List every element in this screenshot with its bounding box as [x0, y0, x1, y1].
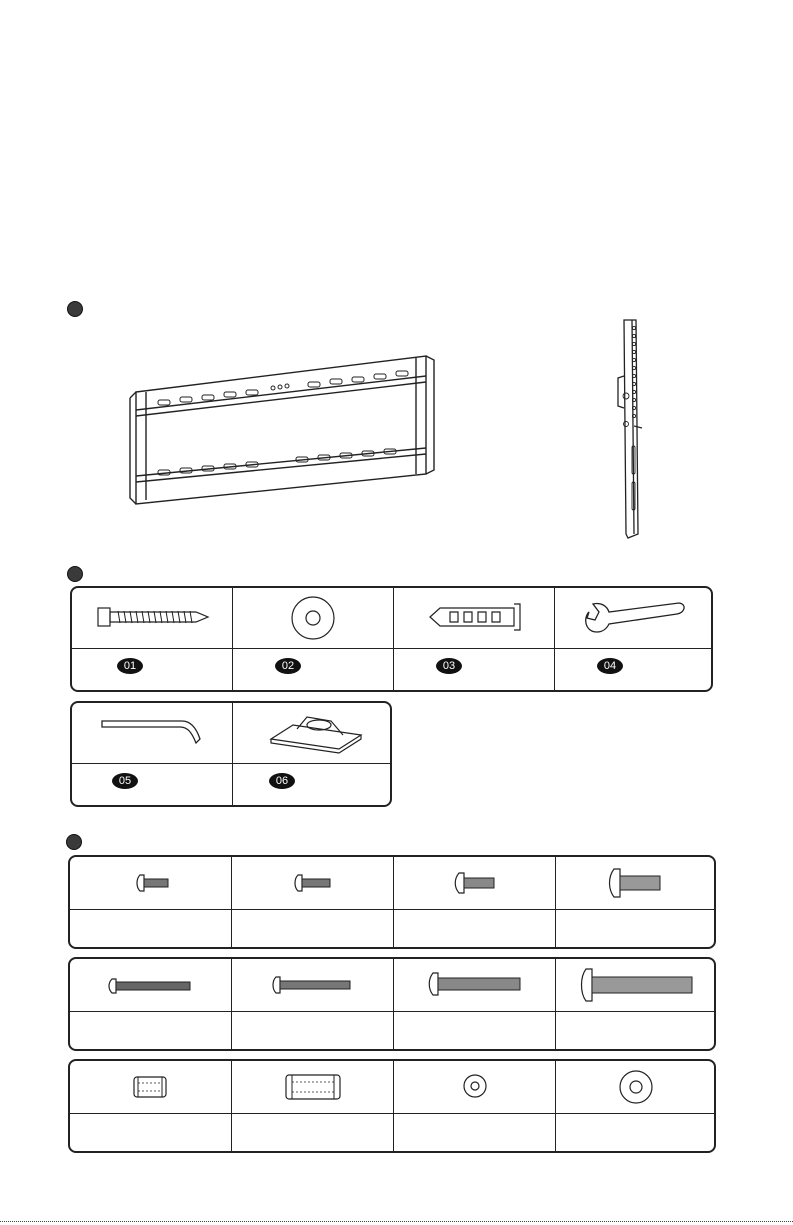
kit-row-2 [70, 701, 392, 807]
kit-cell-02 [233, 588, 394, 690]
long-screw-icon [428, 971, 524, 997]
hex-key-icon [100, 713, 205, 751]
screw-cell-4 [556, 857, 718, 947]
section-marker-3 [66, 834, 82, 850]
screw-cell-5 [70, 959, 232, 1049]
screw-row-1 [68, 855, 716, 949]
long-screw-icon [108, 977, 194, 995]
lag-bolt-icon [96, 606, 211, 628]
kit-row-1 [70, 586, 713, 692]
kit-cell-03 [394, 588, 555, 690]
kit-cell-01 [72, 588, 233, 690]
large-screw-icon [608, 867, 664, 899]
screw-cell-8 [556, 959, 718, 1049]
small-washer-icon [462, 1073, 488, 1099]
kit-cell-06 [233, 703, 394, 805]
long-spacer-icon [282, 1071, 344, 1103]
part-badge-04: 04 [597, 658, 623, 674]
wall-plate-icon [128, 350, 438, 505]
spacer-cell-1 [70, 1061, 232, 1151]
washer-icon [289, 594, 337, 642]
spacer-cell-3 [394, 1061, 556, 1151]
screw-cell-2 [232, 857, 394, 947]
small-screw-icon [294, 873, 334, 893]
wrench-icon [581, 600, 691, 640]
section-marker-1 [67, 301, 83, 317]
kit-cell-05 [72, 703, 233, 805]
part-badge-01: 01 [117, 658, 143, 674]
spacer-cell-2 [232, 1061, 394, 1151]
screw-cell-6 [232, 959, 394, 1049]
bubble-level-icon [267, 705, 367, 755]
screw-row-2 [68, 957, 716, 1051]
spacer-row [68, 1059, 716, 1153]
part-badge-03: 03 [436, 658, 462, 674]
screw-cell-7 [394, 959, 556, 1049]
long-screw-icon [272, 975, 354, 995]
long-screw-icon [580, 967, 696, 1003]
spacer-cell-4 [556, 1061, 718, 1151]
page-bottom-edge [0, 1221, 793, 1223]
screw-cell-3 [394, 857, 556, 947]
section-marker-2 [67, 566, 83, 582]
small-screw-icon [136, 873, 172, 893]
medium-screw-icon [454, 871, 498, 895]
short-spacer-icon [130, 1073, 170, 1101]
part-badge-06: 06 [269, 773, 295, 789]
wall-anchor-icon [426, 602, 526, 632]
large-washer-icon [618, 1069, 654, 1105]
bracket-arm-icon [612, 316, 652, 541]
kit-cell-04 [555, 588, 715, 690]
part-badge-02: 02 [275, 658, 301, 674]
screw-cell-1 [70, 857, 232, 947]
part-badge-05: 05 [112, 773, 138, 789]
